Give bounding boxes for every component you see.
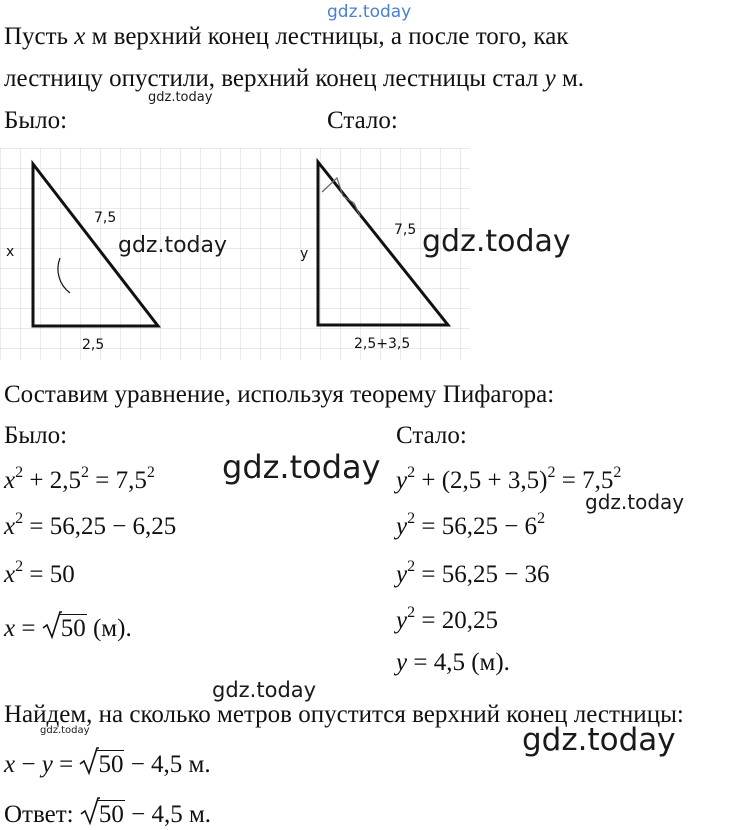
term: − — [15, 751, 42, 778]
difference-line — [4, 746, 211, 780]
watermark-small: gdz.today — [148, 90, 213, 105]
exp: 2 — [547, 464, 556, 481]
var-x: x — [74, 23, 86, 50]
sqrt-value: 50 — [60, 615, 86, 642]
left-eq-1 — [4, 466, 155, 496]
label-hyp-right: 7,5 — [394, 222, 417, 238]
sqrt-value: 50 — [98, 751, 124, 778]
intro-line-2 — [4, 64, 584, 94]
sqrt-symbol — [80, 796, 125, 830]
before-label: Было: — [4, 107, 68, 134]
var: x — [4, 615, 16, 642]
left-eq-4 — [4, 610, 132, 644]
term: = 56,25 − 6 — [415, 513, 538, 540]
term: = 56,25 − 36 — [415, 561, 550, 588]
var: y — [396, 607, 408, 634]
watermark-bottom-right: gdz.today — [522, 722, 676, 758]
term: = 7,5 — [88, 467, 147, 494]
var-y: y — [544, 65, 556, 92]
intro-text: м. — [555, 65, 585, 92]
exp: 2 — [407, 464, 416, 481]
intro-line-1 — [4, 22, 568, 52]
exp: 2 — [407, 604, 416, 621]
var: y — [396, 649, 408, 676]
exp: 2 — [407, 510, 416, 527]
right-eq-4 — [396, 606, 498, 636]
term: + 2,5 — [23, 467, 81, 494]
pythagoras-heading: Составим уравнение, используя теорему Пифагора: — [4, 381, 555, 408]
term: = 4,5 (м). — [407, 649, 510, 676]
intro-text: м верхний конец лестницы, а после того, как — [85, 23, 569, 50]
term: = 20,25 — [415, 607, 498, 634]
watermark-figure-left: gdz.today — [118, 233, 228, 258]
exp: 2 — [15, 464, 24, 481]
right-eq-2 — [396, 512, 545, 542]
exp: 2 — [146, 464, 155, 481]
label-hyp-left: 7,5 — [94, 210, 117, 226]
right-eq-5 — [396, 648, 510, 678]
label-base-right: 2,5+3,5 — [354, 336, 411, 352]
sqrt-symbol — [42, 610, 87, 644]
after-label: Стало: — [327, 107, 398, 134]
exp: 2 — [80, 464, 89, 481]
triangles-figure — [0, 148, 470, 360]
term: = 50 — [23, 561, 75, 588]
watermark-eq-center: gdz.today — [222, 448, 381, 486]
intro-text: Пусть — [4, 23, 75, 50]
label-base-left: 2,5 — [82, 337, 105, 353]
label-y: y — [300, 246, 309, 262]
watermark-eq-right: gdz.today — [585, 490, 685, 514]
watermark-bottom-mid: gdz.today — [212, 678, 317, 702]
var: y — [396, 561, 408, 588]
var: x — [4, 751, 16, 778]
right-eq-1 — [396, 466, 621, 496]
find-heading: Найдем, на сколько метров опустится верхний конец лестницы: — [4, 701, 684, 728]
left-eq-2 — [4, 512, 176, 542]
right-eq-3 — [396, 560, 550, 590]
exp: 2 — [15, 510, 24, 527]
left-eq-3 — [4, 560, 75, 590]
before-label-2: Было: — [4, 422, 68, 449]
exp: 2 — [15, 558, 24, 575]
term: = — [15, 615, 42, 642]
answer-label: Ответ: — [4, 801, 80, 828]
intro-text: лестницу опустили, верхний конец лестницы стал — [4, 65, 545, 92]
term: (м). — [86, 615, 132, 642]
term: + (2,5 + 3,5) — [415, 467, 548, 494]
var: x — [4, 467, 16, 494]
term: − 4,5 м. — [124, 751, 211, 778]
term: − 4,5 м. — [124, 801, 212, 828]
var: y — [41, 751, 53, 778]
term: = 56,25 − 6,25 — [23, 513, 177, 540]
var: x — [4, 561, 16, 588]
sqrt-value: 50 — [98, 801, 124, 828]
exp: 2 — [613, 464, 622, 481]
var: x — [4, 513, 16, 540]
exp: 2 — [537, 510, 546, 527]
sqrt-symbol — [79, 746, 124, 780]
term: = 7,5 — [555, 467, 614, 494]
watermark-bottom-small: gdz.today — [40, 725, 90, 736]
watermark-top: gdz.today — [327, 2, 412, 22]
var: y — [396, 467, 408, 494]
after-label-2: Стало: — [396, 422, 467, 449]
exp: 2 — [407, 558, 416, 575]
term: = — [52, 751, 80, 778]
grid-background — [0, 148, 470, 360]
watermark-figure-right: gdz.today — [422, 224, 571, 259]
label-x: x — [6, 244, 15, 260]
answer-line — [4, 796, 211, 830]
var: y — [396, 513, 408, 540]
